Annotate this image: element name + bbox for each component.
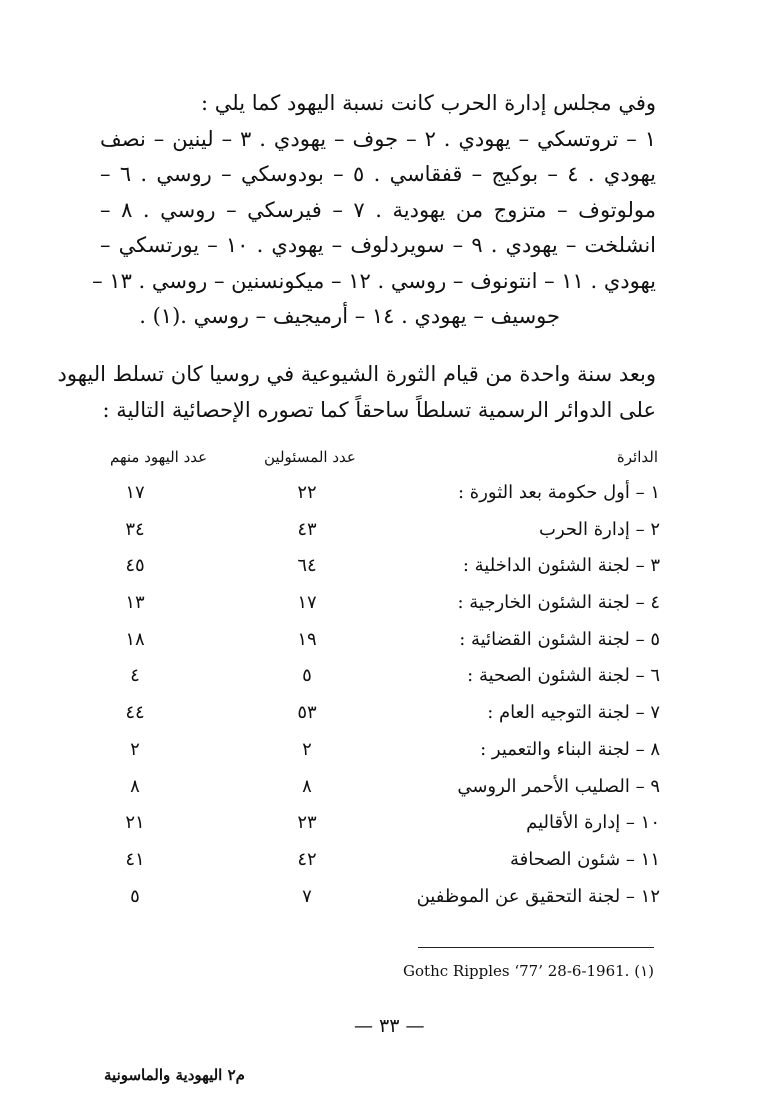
table-row [100,735,660,772]
header-jews: عدد اليهود منهم [110,448,208,466]
department-cell: ٧ – لجنة التوجيه العام : [487,702,660,724]
text-line: على الدوائر الرسمية تسلطاً ساحقاً كما تصوره الإحصائية التالية : [102,397,656,422]
officials-cell: ٥ [302,665,312,687]
table-row [100,808,660,845]
table-row [100,515,660,552]
department-cell: ١١ – شئون الصحافة [510,848,660,870]
department-cell: ٤ – لجنة الشئون الخارجية : [457,592,660,614]
table-row [100,625,660,662]
jews-cell: ٢ [130,738,140,760]
officials-cell: ١٧ [297,592,317,614]
department-cell: ٦ – لجنة الشئون الصحية : [467,665,660,687]
table-row [100,588,660,625]
statistics-table [100,478,660,918]
footnote: Gothc Ripples ‘77’ 28-6-1961. (١) [403,962,654,980]
officials-cell: ٢ [302,738,312,760]
table-row [100,478,660,515]
signature-mark: م٢ اليهودية والماسونية [104,1066,245,1084]
jews-cell: ١٨ [125,628,145,650]
department-cell: ١٢ – لجنة التحقيق عن الموظفين [416,885,660,907]
officials-cell: ٨ [302,775,312,797]
jews-cell: ٣٤ [125,518,145,540]
department-cell: ٩ – الصليب الأحمر الروسي [457,775,660,797]
department-cell: ٢ – إدارة الحرب [539,518,660,540]
table-row [100,772,660,809]
intro-paragraph [92,86,656,335]
officials-cell: ٢٣ [297,812,317,834]
officials-cell: ٥٣ [297,702,317,724]
table-row [100,882,660,919]
jews-cell: ٤١ [125,848,145,870]
officials-cell: ٢٢ [297,482,317,503]
officials-cell: ٧ [302,885,312,907]
page-number: — ٣٣ — [354,1015,425,1037]
table-row [100,661,660,698]
officials-cell: ١٩ [297,628,317,650]
department-cell: ٣ – لجنة الشئون الداخلية : [462,555,660,577]
table-row [100,698,660,735]
text-line: يهودي . ٤ – بوكيج – قفقاسي . ٥ – بودوسكي – روسي . ٦ – [100,162,656,186]
department-cell: ٨ – لجنة البناء والتعمير : [480,738,660,760]
jews-cell: ٥ [130,885,140,907]
department-cell: ١ – أول حكومة بعد الثورة : [458,482,660,503]
jews-cell: ١٣ [125,592,145,614]
text-line: انشلخت – يهودي . ٩ – سويردلوف – يهودي . ١٠ – يورتسكي – [100,233,656,257]
text-line: يهودي . ١١ – انتونوف – روسي . ١٢ – ميكونسنين – روسي . ١٣ – [92,268,656,293]
text-line: جوسيف – يهودي . ١٤ – أرميجيف – روسي .(١) . [139,304,560,328]
officials-cell: ٤٣ [297,518,317,540]
header-department: الدائرة [616,448,658,466]
officials-cell: ٤٢ [297,848,317,870]
jews-cell: ١٧ [125,482,145,503]
text-line: وبعد سنة واحدة من قيام الثورة الشيوعية في روسيا كان تسلط اليهود [57,362,656,386]
footnote-divider [418,947,654,948]
jews-cell: ٤ [130,665,140,687]
jews-cell: ٨ [130,775,140,797]
header-officials: عدد المسئولين [264,448,356,466]
officials-cell: ٦٤ [297,555,317,577]
text-line: ١ – تروتسكي – يهودي . ٢ – جوف – يهودي . ٣ – لينين – نصف [100,126,656,151]
jews-cell: ٤٥ [125,555,145,577]
jews-cell: ٤٤ [125,702,145,724]
text-line: مولوتوف – متزوج من يهودية . ٧ – فيرسكي – روسي . ٨ – [100,197,656,222]
department-cell: ١٠ – إدارة الأقاليم [526,812,660,834]
statistics-intro-paragraph [57,357,656,428]
jews-cell: ٢١ [125,812,145,834]
table-row [100,551,660,588]
table-row [100,845,660,882]
text-line: وفي مجلس إدارة الحرب كانت نسبة اليهود كما يلي : [201,91,656,115]
department-cell: ٥ – لجنة الشئون القضائية : [459,628,660,650]
